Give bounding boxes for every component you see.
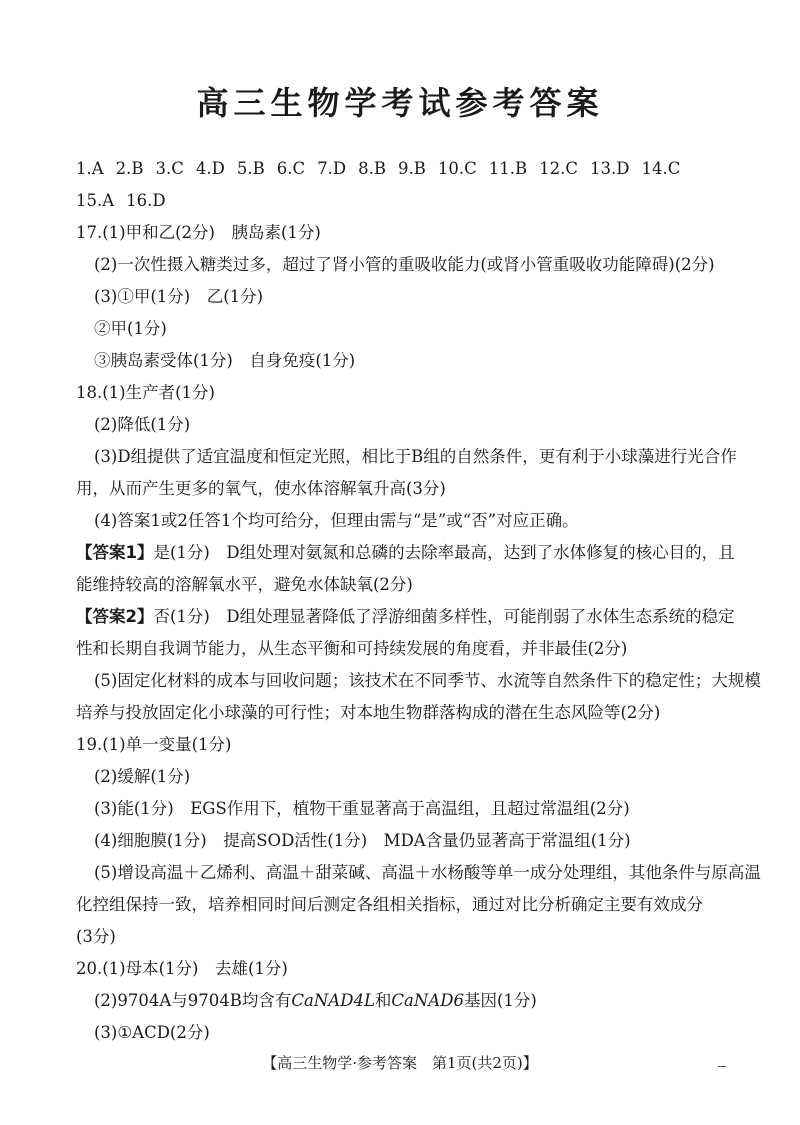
mc-answer: 11.B (488, 159, 528, 178)
q18-part3-line1: (3)D组提供了适宜温度和恒定光照，相比于B组的自然条件，更有利于小球藻进行光合作 (94, 447, 737, 466)
mc-answer: 1.A (76, 159, 104, 178)
q18-answer1-line2: 能维持较高的溶解氧水平，避免水体缺氧(2分) (76, 575, 413, 594)
q18-part5-line1: (5)固定化材料的成本与回收问题；该技术在不同季节、水流等自然条件下的稳定性；大规模 (94, 671, 761, 690)
q18-part1: 18.(1)生产者(1分) (76, 383, 215, 402)
mc-answer: 12.C (539, 159, 579, 178)
mc-answer: 3.C (155, 159, 184, 178)
mc-answer: 6.C (276, 159, 306, 178)
q19-part2: (2)缓解(1分) (94, 767, 191, 786)
q18-part4: (4)答案1或2任答1个均可给分，但理由需与“是”或“否”对应正确。 (94, 511, 579, 530)
mc-answer: 8.B (358, 159, 387, 178)
page-title: 高三生物学考试参考答案 (196, 84, 604, 122)
answer1-text: 是(1分) D组处理对氨氮和总磷的去除率最高，达到了水体修复的核心目的，且 (153, 543, 735, 562)
q19-part1: 19.(1)单一变量(1分) (76, 735, 232, 754)
mc-answer: 10.C (437, 159, 477, 178)
mc-answer: 7.D (317, 159, 347, 178)
q18-part5-line2: 培养与投放固定化小球藻的可行性；对本地生物群落构成的潜在生态风险等(2分) (76, 703, 661, 722)
corner-mark (718, 1066, 726, 1067)
mc-answer: 2.B (115, 159, 144, 178)
q18-part2: (2)降低(1分) (94, 415, 191, 434)
gene-canad4l: CaNAD4L (291, 991, 375, 1010)
q18-part3-line2: 用，从而产生更多的氧气，使水体溶解氧升高(3分) (76, 479, 446, 498)
page-footer: 【高三生物学·参考答案 第1页(共2页)】 (262, 1054, 538, 1072)
mc-answer: 16.D (126, 191, 166, 210)
q19-part3: (3)能(1分) EGS作用下，植物干重显著高于高温组，且超过常温组(2分) (94, 799, 630, 818)
q20-part3: (3)①ACD(2分) (94, 1023, 210, 1042)
q19-part4: (4)细胞膜(1分) 提高SOD活性(1分) MDA含量仍显著高于常温组(1分) (94, 831, 631, 850)
mc-answer: 5.B (236, 159, 265, 178)
q19-part5-line1: (5)增设高温＋乙烯利、高温＋甜菜碱、高温＋水杨酸等单一成分处理组，其他条件与原高温 (94, 863, 761, 882)
q20-part1: 20.(1)母本(1分) 去雄(1分) (76, 959, 288, 978)
q17-part3-2: ②甲(1分) (94, 319, 167, 338)
mc-answers-row-1 (76, 158, 716, 180)
answer1-label: 【答案1】 (76, 543, 154, 562)
mc-answer: 4.D (195, 159, 225, 178)
mc-answers-row-2 (76, 190, 716, 212)
gene-canad6: CaNAD6 (391, 991, 464, 1010)
mc-answer: 13.D (590, 159, 630, 178)
q18-answer2-line1 (76, 606, 735, 628)
q20-part2-text-a: (2)9704A与9704B均含有 (94, 991, 292, 1010)
q17-part1: 17.(1)甲和乙(2分) 胰岛素(1分) (76, 223, 321, 242)
q17-part3-3: ③胰岛素受体(1分) 自身免疫(1分) (94, 351, 356, 370)
q18-answer2-line2: 性和长期自我调节能力，从生态平衡和可持续发展的角度看，并非最佳(2分) (76, 639, 628, 658)
q20-part2-text-b: 和 (374, 991, 392, 1010)
q19-part5-line2: 化控组保持一致，培养相同时间后测定各组相关指标，通过对比分析确定主要有效成分 (76, 895, 703, 914)
q17-part2: (2)一次性摄入糖类过多，超过了肾小管的重吸收能力(或肾小管重吸收功能障碍)(2分) (94, 255, 715, 274)
mc-answer: 14.C (641, 159, 681, 178)
answer2-label: 【答案2】 (76, 607, 154, 626)
mc-answer: 9.B (398, 159, 426, 178)
q20-part2-text-c: 基因(1分) (463, 991, 537, 1010)
mc-answer: 15.A (76, 191, 115, 210)
q20-part2 (94, 990, 537, 1012)
q19-part5-line3: (3分) (76, 927, 116, 946)
q17-part3: (3)①甲(1分) 乙(1分) (94, 287, 264, 306)
q18-answer1-line1 (76, 542, 735, 564)
answer2-text: 否(1分) D组处理显著降低了浮游细菌多样性，可能削弱了水体生态系统的稳定 (153, 607, 735, 626)
